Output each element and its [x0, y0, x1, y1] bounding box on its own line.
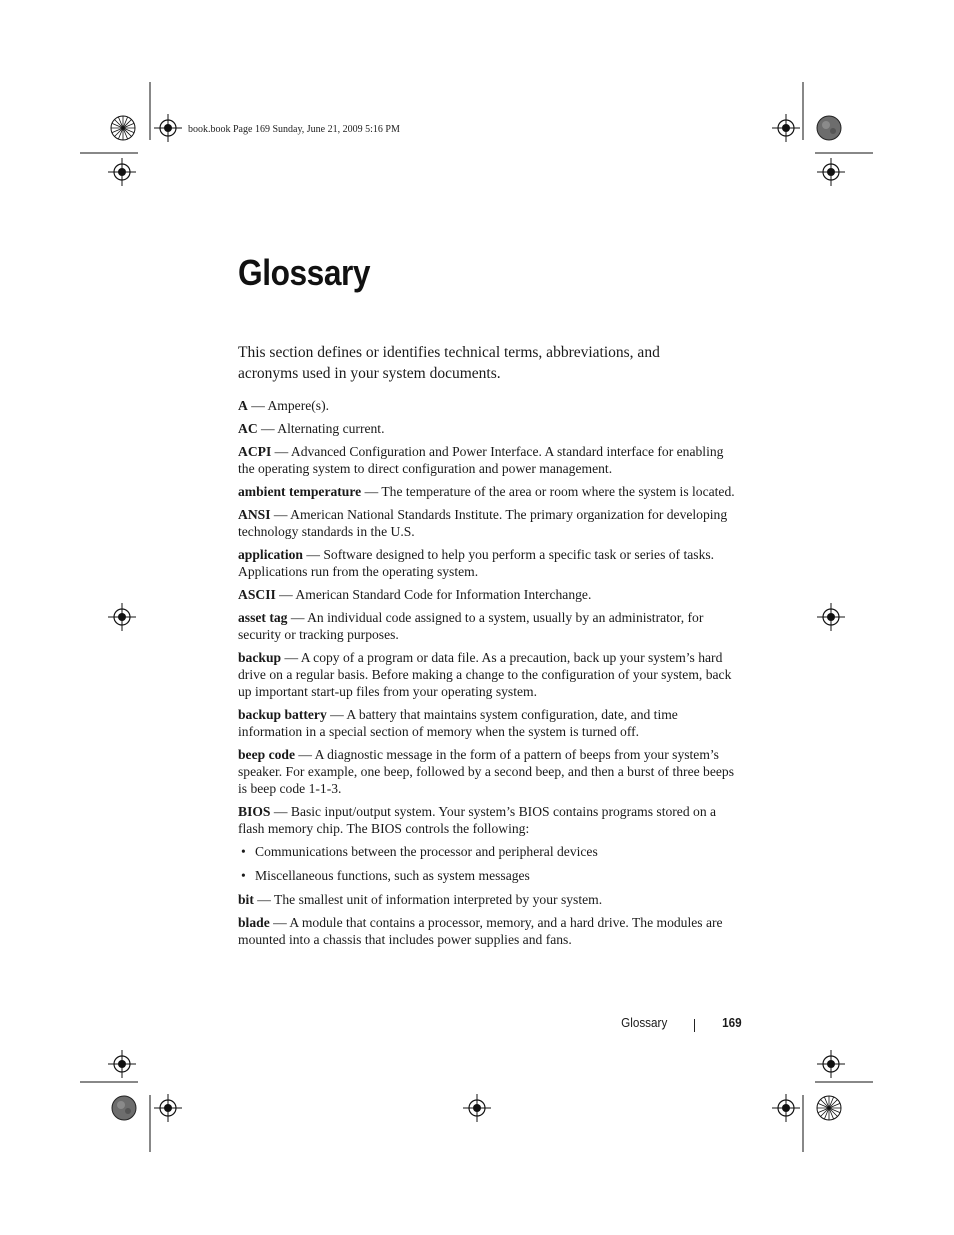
glossary-definition: Software designed to help you perform a specific task or series of tasks. Applications run from the operating system.	[238, 547, 715, 579]
bullet-text: Communications between the processor and peripheral devices	[255, 844, 598, 859]
term-separator: —	[257, 421, 278, 436]
term-separator: —	[361, 484, 382, 499]
term-separator: —	[269, 915, 290, 930]
term-separator: —	[270, 804, 291, 819]
print-slug-line: book.book Page 169 Sunday, June 21, 2009 5:16 PM	[188, 124, 400, 135]
glossary-term: A	[238, 398, 248, 413]
glossary-definition: Alternating current.	[277, 421, 385, 436]
footer-section-label: Glossary	[620, 1015, 667, 1030]
glossary-term: beep code	[238, 747, 296, 762]
term-separator: —	[302, 547, 324, 562]
term-separator: —	[287, 610, 308, 625]
glossary-term: bit	[238, 892, 254, 907]
glossary-definition: A diagnostic message in the form of a pattern of beeps from your system’s speaker. For example, one beep, followed by a second beep, and then a burst of three beeps is beep code 1-1-3.	[238, 747, 734, 796]
glossary-entry	[238, 609, 738, 643]
glossary-term: backup battery	[238, 707, 327, 722]
term-separator: —	[253, 892, 275, 907]
term-separator: —	[275, 587, 296, 602]
footer-divider	[694, 1019, 695, 1032]
glossary-term: ANSI	[238, 507, 271, 522]
bullet-icon: •	[241, 844, 246, 859]
glossary-entry	[238, 420, 738, 437]
glossary-definition: A copy of a program or data file. As a precaution, back up your system’s hard drive on a regular basis. Before making a change to the configuration of your system, back up important start-up files from your operating system.	[238, 650, 732, 699]
glossary-term: asset tag	[238, 610, 288, 625]
term-separator: —	[295, 747, 315, 762]
glossary-term: ambient temperature	[238, 484, 362, 499]
glossary-entry	[238, 443, 738, 477]
glossary-definition: The temperature of the area or room where the system is located.	[381, 484, 735, 499]
glossary-entry	[238, 914, 738, 948]
term-separator: —	[281, 650, 301, 665]
glossary-definition: American Standard Code for Information Interchange.	[295, 587, 592, 602]
glossary-entry	[238, 706, 738, 740]
glossary-entry	[238, 746, 738, 797]
glossary-entry	[238, 397, 738, 414]
bullet-icon: •	[241, 868, 246, 883]
bullet-text: Miscellaneous functions, such as system messages	[255, 868, 530, 883]
bios-bullet-list	[238, 843, 738, 884]
term-separator: —	[270, 507, 291, 522]
glossary-definition: Basic input/output system. Your system’s BIOS contains programs stored on a flash memory chip. The BIOS controls the following:	[238, 804, 717, 836]
glossary-definition: Advanced Configuration and Power Interface. A standard interface for enabling the operating system to direct configuration and power management.	[238, 444, 724, 476]
glossary-definition: Ampere(s).	[267, 398, 329, 413]
term-separator: —	[247, 398, 268, 413]
list-item	[238, 843, 738, 860]
glossary-entry	[238, 483, 738, 500]
page-footer	[560, 1015, 742, 1035]
glossary-entry	[238, 649, 738, 700]
glossary-entry	[238, 506, 738, 540]
glossary-term: blade	[238, 915, 270, 930]
intro-paragraph: This section defines or identifies technical terms, abbreviations, and acronyms used in your system documents.	[238, 344, 660, 382]
glossary-entry	[238, 891, 738, 908]
glossary-definition: The smallest unit of information interpreted by your system.	[274, 892, 603, 907]
glossary-entry	[238, 803, 738, 837]
list-item	[238, 867, 738, 884]
glossary-entries	[238, 397, 738, 954]
glossary-term: BIOS	[238, 804, 271, 819]
glossary-definition: An individual code assigned to a system, usually by an administrator, for security or tracking purposes.	[238, 610, 704, 642]
term-separator: —	[326, 707, 347, 722]
glossary-term: AC	[238, 421, 258, 436]
page-title: Glossary	[238, 252, 371, 293]
term-separator: —	[271, 444, 291, 459]
glossary-definition: A battery that maintains system configuration, date, and time information in a special section of memory when the system is turned off.	[238, 707, 678, 739]
glossary-term: ACPI	[238, 444, 272, 459]
glossary-term: application	[238, 547, 303, 562]
glossary-definition: American National Standards Institute. The primary organization for developing technology standards in the U.S.	[238, 507, 728, 539]
glossary-term: backup	[238, 650, 282, 665]
glossary-entry	[238, 586, 738, 603]
page-number: 169	[722, 1015, 742, 1030]
glossary-definition: A module that contains a processor, memory, and a hard drive. The modules are mounted into a chassis that includes power supplies and fans.	[238, 915, 723, 947]
glossary-term: ASCII	[238, 587, 276, 602]
glossary-entry	[238, 546, 738, 580]
